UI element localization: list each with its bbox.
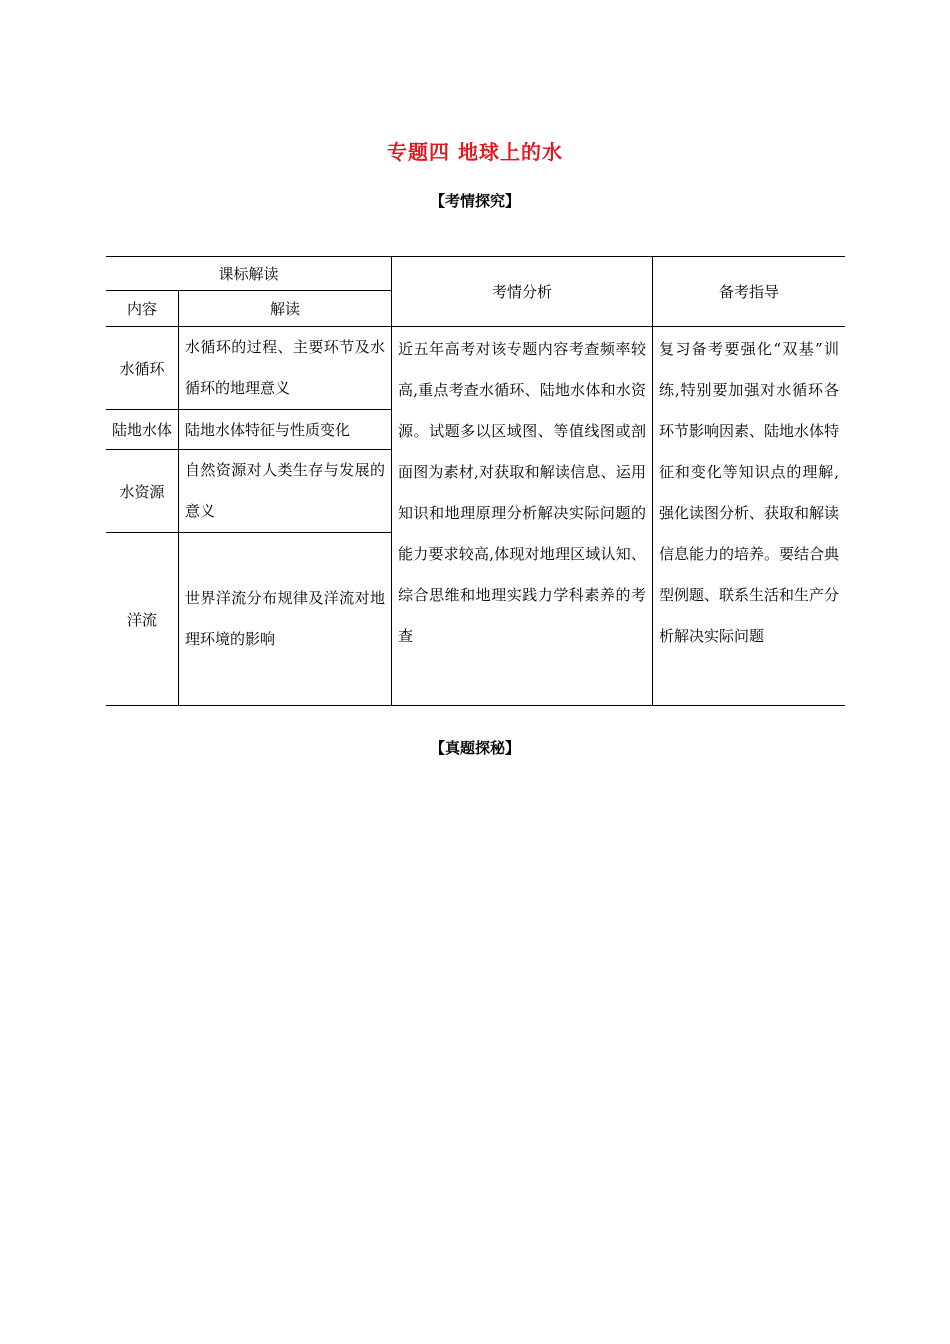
content-cell: 陆地水体 — [106, 410, 179, 450]
exam-analysis-text: 近五年高考对该专题内容考查频率较高,重点考查水循环、陆地水体和水资源。试题多以区域图、等值线图或剖面图为素材,对获取和解读信息、运用知识和地理原理分析解决实际问题的能力要求较高,体现对地理区域认知、综合思维和地理实践力学科素养的考查 — [392, 327, 653, 706]
exam-analysis-table — [106, 256, 845, 706]
interpretation-cell: 世界洋流分布规律及洋流对地理环境的影响 — [179, 533, 392, 706]
header-content: 内容 — [106, 291, 179, 327]
section-heading-real-questions: 【真题探秘】 — [429, 739, 520, 757]
prep-guide-text: 复习备考要强化“双基”训练,特别要加强对水循环各环节影响因素、陆地水体特征和变化等知识点的理解,强化读图分析、获取和解读信息能力的培养。要结合典型例题、联系生活和生产分析解决实际问题 — [653, 327, 846, 706]
interpretation-cell: 水循环的过程、主要环节及水循环的地理意义 — [179, 327, 392, 410]
interpretation-cell: 陆地水体特征与性质变化 — [179, 410, 392, 450]
header-curriculum-standard: 课标解读 — [106, 257, 392, 291]
content-cell: 水循环 — [106, 327, 179, 410]
header-exam-analysis: 考情分析 — [392, 257, 653, 327]
content-cell: 洋流 — [106, 533, 179, 706]
header-prep-guide: 备考指导 — [653, 257, 846, 327]
interpretation-cell: 自然资源对人类生存与发展的意义 — [179, 450, 392, 533]
section-heading-exam-analysis: 【考情探究】 — [429, 192, 520, 210]
page-title: 专题四 地球上的水 — [387, 140, 563, 164]
header-interpretation: 解读 — [179, 291, 392, 327]
content-cell: 水资源 — [106, 450, 179, 533]
